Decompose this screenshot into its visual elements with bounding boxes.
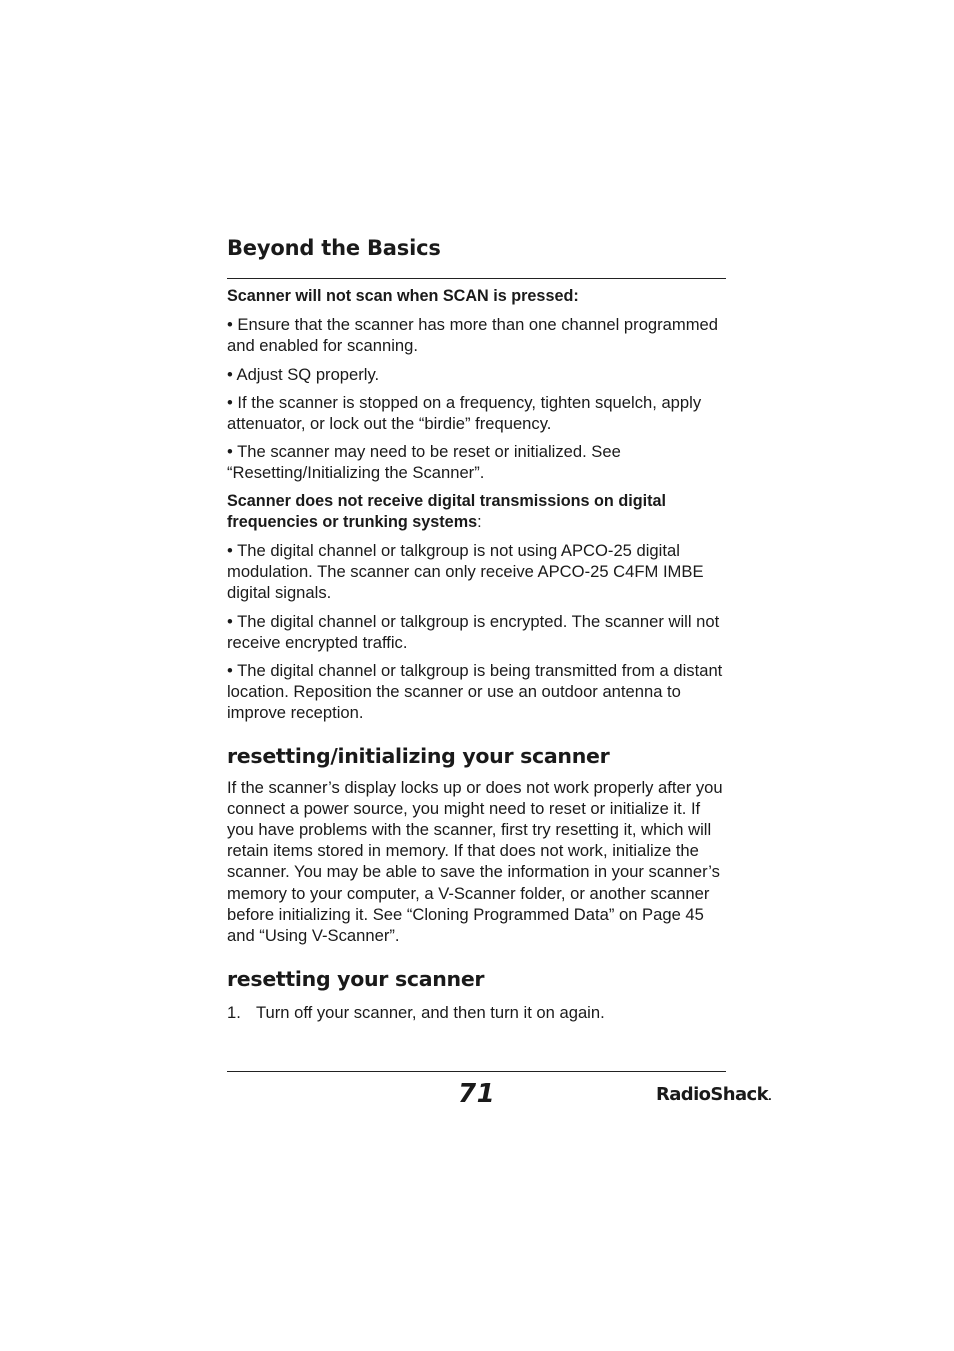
- step-text: Turn off your scanner, and then turn it on again.: [256, 1003, 605, 1023]
- digital-issue-heading-colon: :: [477, 512, 482, 531]
- digital-issue-bullet: • The digital channel or talkgroup is being transmitted from a distant location. Reposition the scanner or use an outdoor antenna to improve reception.: [227, 661, 723, 723]
- scan-issue-bullet: • Adjust SQ properly.: [227, 364, 380, 384]
- digital-issue-heading-text: Scanner does not receive digital transmissions on digital frequencies or trunking systems: [227, 491, 666, 531]
- digital-issue-bullet: • The digital channel or talkgroup is encrypted. The scanner will not receive encrypted traffic.: [227, 611, 720, 652]
- page-number: 71: [458, 1079, 496, 1109]
- scan-issue-heading: Scanner will not scan when SCAN is pressed:: [227, 287, 579, 305]
- step-number: 1.: [227, 1003, 241, 1023]
- bottom-divider: [227, 1071, 726, 1072]
- digital-issue-bullet: • The digital channel or talkgroup is not using APCO-25 digital modulation. The scanner can only receive APCO-25 C4FM IMBE digital signals.: [227, 541, 704, 603]
- scan-issue-bullet: • If the scanner is stopped on a frequency, tighten squelch, apply attenuator, or lock out the “birdie” frequency.: [227, 392, 702, 434]
- scan-issue-bullet: • The scanner may need to be reset or initialized. See “Resetting/Initializing the Scanner”.: [227, 442, 621, 483]
- digital-issue-heading: [227, 491, 726, 533]
- section-title: Beyond the Basics: [227, 236, 441, 260]
- reset-init-heading: resetting/initializing your scanner: [227, 743, 610, 768]
- brand-logo: [656, 1084, 772, 1105]
- reset-heading: resetting your scanner: [227, 967, 485, 992]
- brand-name: RadioShack: [656, 1084, 768, 1105]
- reset-step: [227, 1002, 726, 1023]
- top-divider: [227, 278, 726, 279]
- brand-dot: .: [768, 1092, 772, 1103]
- reset-init-body: If the scanner’s display locks up or does not work properly after you connect a power source, you might need to reset or initialize it. If you have problems with the scanner, first try resetting it, which will retain items stored in memory. If that does not work, initialize the scanner. You may be able to save the information in your scanner’s memory to your computer, a V-Scanner folder, or another scanner before initializing it. See “Cloning Programmed Data” on Page 45 and “Using V-Scanner”.: [227, 777, 723, 946]
- scan-issue-bullet: • Ensure that the scanner has more than one channel programmed and enabled for scanning.: [227, 315, 719, 356]
- page-content: [227, 286, 726, 1023]
